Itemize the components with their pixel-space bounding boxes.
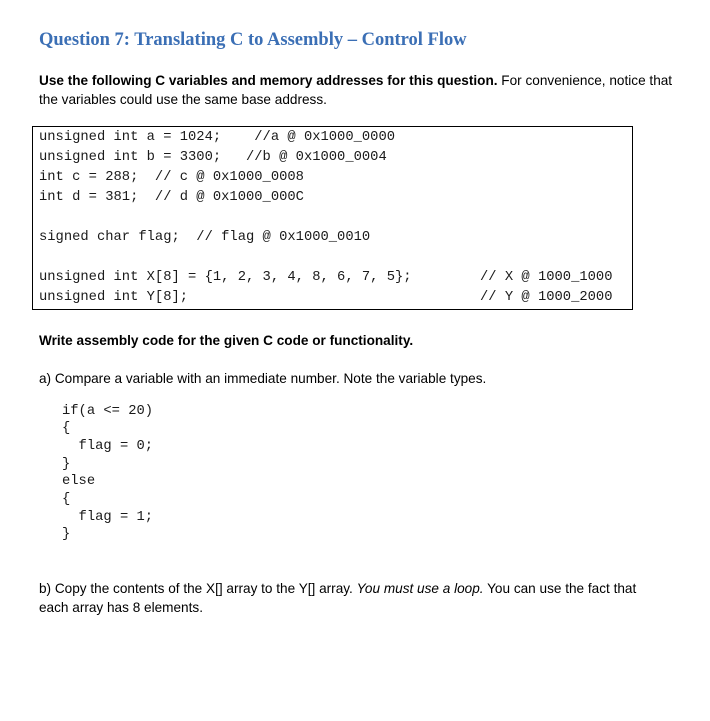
part-b-text-end: You can use the fact that each array has 8 elements. (39, 581, 637, 615)
declarations-box (32, 126, 633, 310)
intro-bold-text: Use the following C variables and memory addresses for this question. (39, 73, 498, 88)
decl-line-d: int d = 381; // d @ 0x1000_000C (39, 190, 304, 205)
task-heading: Write assembly code for the given C code or functionality. (39, 333, 414, 348)
c-code-line: { (62, 421, 71, 436)
c-code-line: } (62, 457, 71, 472)
decl-comment-x-array: // X @ 1000_1000 (480, 270, 613, 285)
part-b-prompt (39, 579, 659, 617)
intro-rest-text: For convenience, notice that the variables could use the same base address. (39, 73, 673, 107)
part-b-italic-text: You must use a loop. (356, 581, 484, 596)
part-a-prompt: a) Compare a variable with an immediate number. Note the variable types. (39, 371, 487, 386)
decl-line-flag: signed char flag; // flag @ 0x1000_0010 (39, 230, 371, 245)
decl-comment-y-array: // Y @ 1000_2000 (480, 290, 613, 305)
decl-line-c: int c = 288; // c @ 0x1000_0008 (39, 170, 304, 185)
c-code-line: if(a <= 20) (62, 404, 154, 419)
decl-line-a: unsigned int a = 1024; //a @ 0x1000_0000 (39, 130, 396, 145)
c-code-line: } (62, 527, 71, 542)
c-code-line: flag = 1; (62, 510, 154, 525)
part-b-text: b) Copy the contents of the X[] array to the Y[] array. (39, 581, 357, 596)
question-heading: Question 7: Translating C to Assembly – Control Flow (39, 30, 467, 50)
decl-line-b: unsigned int b = 3300; //b @ 0x1000_0004 (39, 150, 387, 165)
intro-paragraph (39, 71, 679, 109)
decl-line-y-array: unsigned int Y[8]; (39, 290, 189, 305)
c-code-line: { (62, 492, 71, 507)
c-code-line: else (62, 474, 96, 489)
decl-line-x-array: unsigned int X[8] = {1, 2, 3, 4, 8, 6, 7, 5}; (39, 270, 412, 285)
c-code-line: flag = 0; (62, 439, 154, 454)
